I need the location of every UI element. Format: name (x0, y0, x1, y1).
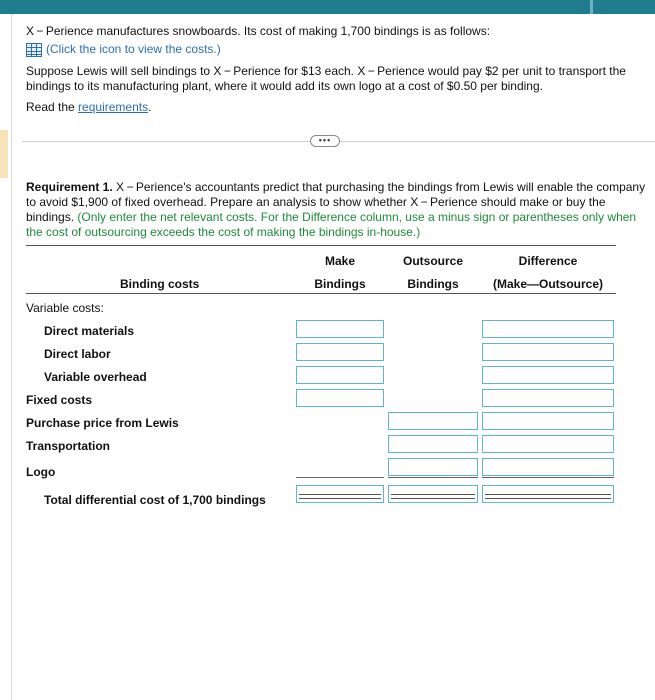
col-outsource-line2: Bindings (407, 277, 459, 291)
make-total-input[interactable] (296, 485, 384, 503)
requirement-text: X − Perience's accountants predict that purchasing the bindings from Lewis will enable the company to avoid $1,900 of fixed overhead. Prepare an analysis to show whether X − Perience should make or buy the bindings. (26, 180, 646, 224)
col-make-line2: Bindings (314, 277, 366, 291)
diff-fixed-costs-input[interactable] (482, 389, 614, 407)
outsource-purchase-price-input[interactable] (388, 412, 478, 430)
read-prefix: Read the (26, 100, 79, 114)
top-header-bar (0, 0, 655, 14)
header-notch (590, 0, 593, 14)
make-direct-materials-input[interactable] (296, 320, 384, 338)
transportation-label: Transportation (26, 439, 111, 453)
outsource-logo-input[interactable] (388, 458, 478, 476)
diff-purchase-price-input[interactable] (482, 412, 614, 430)
diff-total-input[interactable] (482, 485, 614, 503)
fixed-costs-label: Fixed costs (26, 393, 93, 407)
diff-direct-materials-input[interactable] (482, 320, 614, 338)
table-top-rule (26, 245, 616, 246)
make-variable-overhead-input[interactable] (296, 366, 384, 384)
table-icon[interactable] (26, 43, 42, 57)
diff-logo-underline (482, 477, 614, 478)
read-requirements (26, 100, 151, 115)
col-difference-line1: Difference (518, 254, 578, 268)
table-header-rule (26, 293, 616, 294)
col-outsource-line1: Outsource (402, 254, 463, 268)
read-suffix: . (148, 100, 152, 114)
total-label: Total differential cost of 1,700 bindings (44, 493, 266, 507)
view-costs-link[interactable]: (Click the icon to view the costs.) (46, 42, 221, 56)
variable-overhead-label: Variable overhead (44, 370, 147, 384)
logo-label: Logo (26, 465, 56, 479)
diff-transportation-input[interactable] (482, 435, 614, 453)
requirements-link[interactable]: requirements (78, 100, 149, 114)
direct-labor-label: Direct labor (44, 347, 111, 361)
requirement-hint: (Only enter the net relevant costs. For the Difference column, use a minus sign or parentheses only when the cost of outsourcing exceeds the cost of making the bindings in-house.) (26, 210, 637, 239)
outsource-logo-underline (388, 477, 478, 478)
left-tab-marker (0, 130, 8, 178)
make-direct-labor-input[interactable] (296, 343, 384, 361)
binding-costs-header: Binding costs (120, 277, 200, 291)
outsource-total-input[interactable] (388, 485, 478, 503)
diff-direct-labor-input[interactable] (482, 343, 614, 361)
col-make-line1: Make (324, 254, 356, 268)
purchase-price-label: Purchase price from Lewis (26, 416, 179, 430)
col-difference-line2: (Make—Outsource) (492, 277, 604, 291)
outsource-transportation-input[interactable] (388, 435, 478, 453)
variable-costs-label: Variable costs: (26, 301, 104, 315)
requirement-label: Requirement 1. (26, 180, 113, 194)
expand-ellipsis-button[interactable]: ••• (310, 135, 340, 147)
diff-variable-overhead-input[interactable] (482, 366, 614, 384)
scenario-paragraph: Suppose Lewis will sell bindings to X − Perience for $13 each. X − Perience would pay $2 per unit to transport the bindings to its manufacturing plant, where it would add its own logo at a cost of $0.50 per binding. (26, 64, 626, 93)
view-costs-row[interactable] (26, 42, 221, 57)
diff-logo-input[interactable] (482, 458, 614, 476)
direct-materials-label: Direct materials (44, 324, 135, 338)
requirement-1 (26, 180, 648, 240)
left-border (11, 14, 12, 700)
make-logo-underline (296, 477, 384, 478)
intro-text: X − Perience manufactures snowboards. Its cost of making 1,700 bindings is as follows: (26, 24, 491, 38)
make-fixed-costs-input[interactable] (296, 389, 384, 407)
